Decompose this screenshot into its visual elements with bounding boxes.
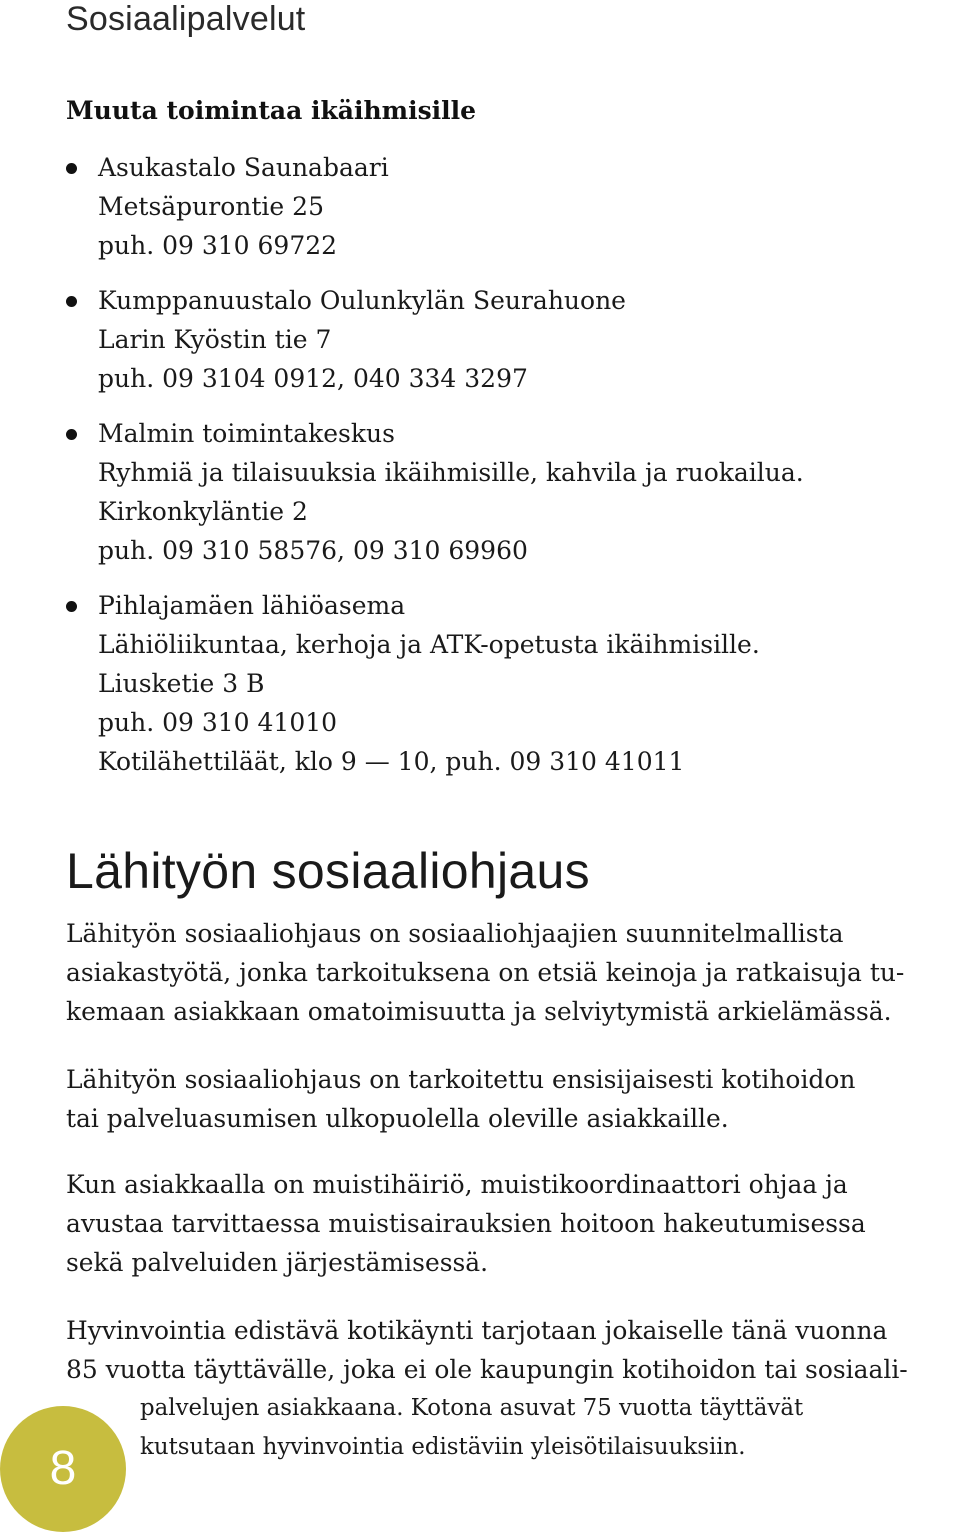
item-name: Kumppanuustalo Oulunkylän Seurahuone <box>98 286 626 315</box>
paragraph-line: palvelujen asiakkaana. Kotona asuvat 75 vuotta täyttävät <box>140 1395 804 1421</box>
item-phone: puh. 09 310 69722 <box>98 231 338 260</box>
list-item <box>66 586 946 781</box>
paragraph-line: tai palveluasumisen ulkopuolella oleville asiakkaille. <box>66 1104 729 1133</box>
bullet-icon <box>66 429 77 440</box>
bullet-icon <box>66 296 77 307</box>
item-address: Kirkonkyläntie 2 <box>98 497 308 526</box>
sub-heading: Muuta toimintaa ikäihmisille <box>66 96 477 125</box>
item-address: Larin Kyöstin tie 7 <box>98 325 332 354</box>
paragraph <box>66 1060 960 1138</box>
paragraph <box>66 1311 960 1467</box>
item-extra: Kotilähettiläät, klo 9 — 10, puh. 09 310 41011 <box>98 747 685 776</box>
paragraph-line: kemaan asiakkaan omatoimisuutta ja selviytymistä arkielämässä. <box>66 997 892 1026</box>
paragraph-line: sekä palveluiden järjestämisessä. <box>66 1248 489 1277</box>
running-header: Sosiaalipalvelut <box>66 0 306 38</box>
item-address: Liusketie 3 B <box>98 669 265 698</box>
item-name: Asukastalo Saunabaari <box>98 153 389 182</box>
paragraph-line: Lähityön sosiaaliohjaus on tarkoitettu ensisijaisesti kotihoidon <box>66 1065 856 1094</box>
item-phone: puh. 09 310 41010 <box>98 708 338 737</box>
item-description: Ryhmiä ja tilaisuuksia ikäihmisille, kahvila ja ruokailua. <box>98 458 804 487</box>
section-title: Lähityön sosiaaliohjaus <box>66 843 590 899</box>
paragraph-line: avustaa tarvittaessa muistisairauksien hoitoon hakeutumisessa <box>66 1209 866 1238</box>
bullet-icon <box>66 601 77 612</box>
paragraph-line: Lähityön sosiaaliohjaus on sosiaaliohjaajien suunnitelmallista <box>66 919 844 948</box>
services-list <box>66 148 946 797</box>
item-name: Pihlajamäen lähiöasema <box>98 591 406 620</box>
list-item <box>66 414 946 570</box>
paragraph-line: Kun asiakkaalla on muistihäiriö, muistikoordinaattori ohjaa ja <box>66 1170 848 1199</box>
page-number-badge <box>0 1406 126 1532</box>
list-item <box>66 148 946 265</box>
paragraph-line: Hyvinvointia edistävä kotikäynti tarjotaan jokaiselle tänä vuonna <box>66 1316 888 1345</box>
item-address: Metsäpurontie 25 <box>98 192 324 221</box>
bullet-icon <box>66 163 77 174</box>
paragraph-line: kutsutaan hyvinvointia edistäviin yleisötilaisuuksiin. <box>140 1434 746 1460</box>
item-phone: puh. 09 310 58576, 09 310 69960 <box>98 536 528 565</box>
page-number: 8 <box>49 1442 77 1495</box>
paragraph-line: asiakastyötä, jonka tarkoituksena on etsiä keinoja ja ratkaisuja tu- <box>66 958 905 987</box>
item-name: Malmin toimintakeskus <box>98 419 395 448</box>
paragraph-line: 85 vuotta täyttävälle, joka ei ole kaupungin kotihoidon tai sosiaali- <box>66 1355 908 1384</box>
paragraph <box>66 1165 960 1282</box>
list-item <box>66 281 946 398</box>
item-phone: puh. 09 3104 0912, 040 334 3297 <box>98 364 528 393</box>
item-description: Lähiöliikuntaa, kerhoja ja ATK-opetusta ikäihmisille. <box>98 630 760 659</box>
paragraph <box>66 914 960 1031</box>
